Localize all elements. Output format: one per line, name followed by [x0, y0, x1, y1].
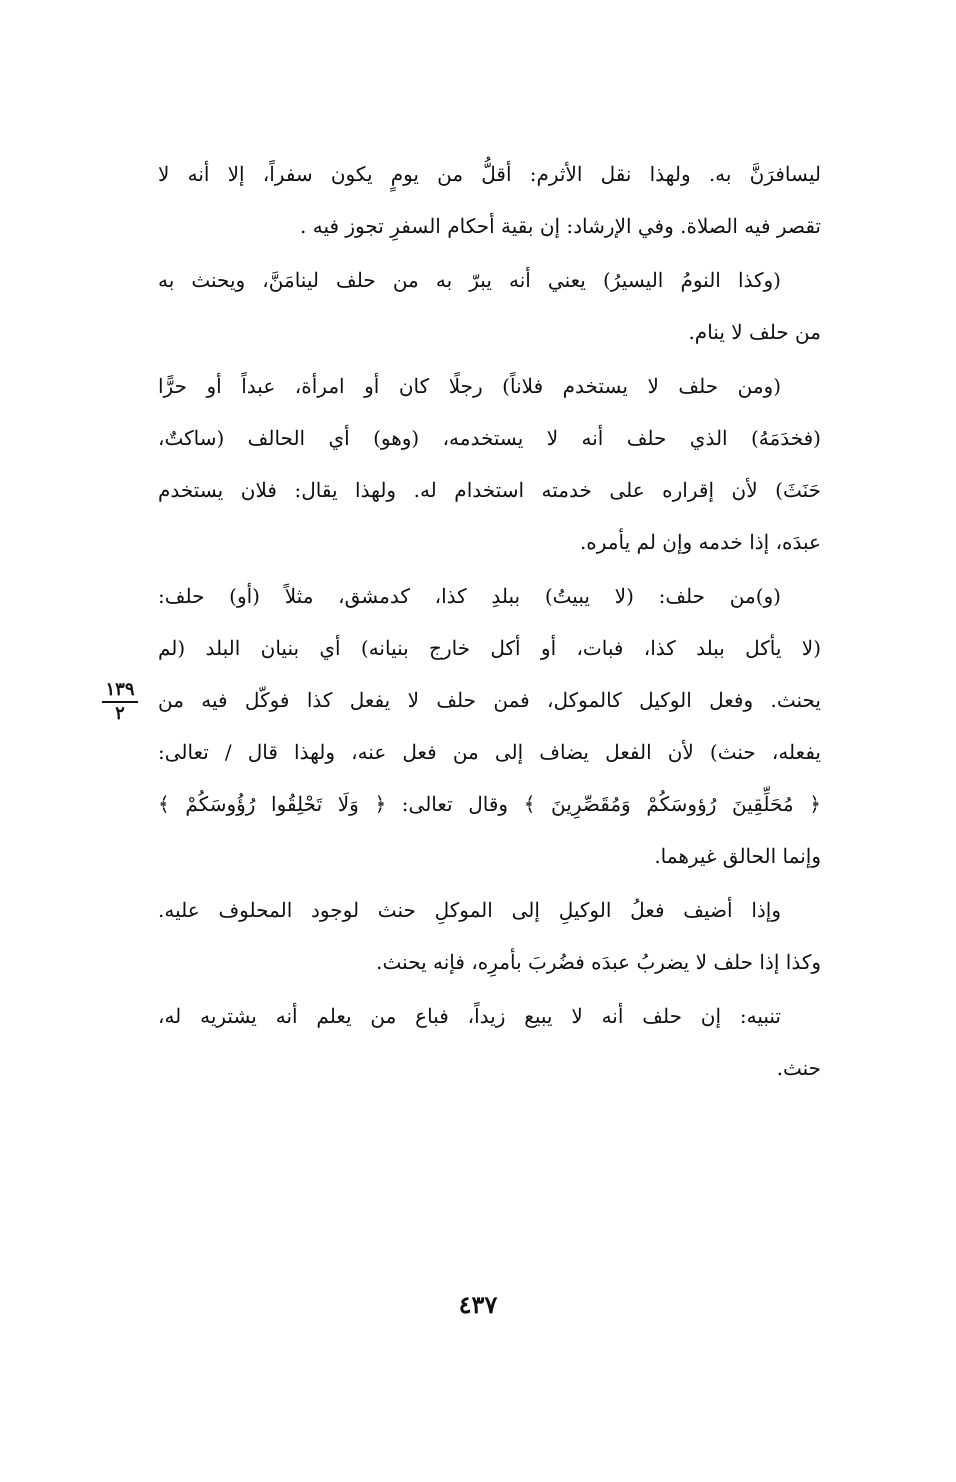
text-line: (وكذا النومُ اليسيرُ) يعني أنه يبرّ به من حلف لينامَنَّ، ويحنث به	[158, 268, 781, 292]
text-line: (فخدَمَهُ) الذي حلف أنه لا يستخدمه، (وهو) أي الحالف (ساكتٌ،	[158, 426, 821, 450]
folio-side: ٢	[115, 703, 125, 724]
text-line: وإنما الحالق غيرهما.	[654, 844, 821, 868]
folio-number: ١٣٩	[102, 680, 138, 703]
quran-verse-line: ﴿ مُحَلِّقِينَ رُؤوسَكُمْ وَمُقَصِّرِينَ ﴾ وقال تعالى: ﴿ وَلَا تَحْلِقُوا رُؤُوسَكُمْ ﴾	[158, 792, 821, 816]
text-line: وإذا أضيف فعلُ الوكيلِ إلى الموكلِ حنث لوجود المحلوف عليه.	[158, 898, 781, 922]
manuscript-folio-marker	[98, 680, 142, 724]
paragraph-4	[158, 570, 821, 882]
paragraph-1	[158, 148, 821, 252]
text-line: يفعله، حنث) لأن الفعل يضاف إلى من فعل عنه، ولهذا قال / تعالى:	[158, 740, 821, 764]
text-line: عبدَه، إذا خدمه وإن لم يأمره.	[579, 530, 821, 554]
paragraph-6	[158, 990, 821, 1094]
text-line: من حلف لا ينام.	[688, 320, 821, 344]
text-line: وكذا إذا حلف لا يضربُ عبدَه فضُربَ بأمرِه، فإنه يحنث.	[376, 950, 821, 974]
text-line: (و)من حلف: (لا يبيتُ) ببلدِ كذا، كدمشق، مثلاً (أو) حلف:	[158, 584, 781, 608]
page-number: ٤٣٧	[458, 1290, 498, 1319]
paragraph-2	[158, 254, 821, 358]
main-text-block	[158, 148, 821, 1096]
text-line: يحنث. وفعل الوكيل كالموكل، فمن حلف لا يفعل كذا فوكّل فيه من	[158, 688, 821, 712]
paragraph-3	[158, 360, 821, 568]
paragraph-5	[158, 884, 821, 988]
text-line: ليسافرَنَّ به. ولهذا نقل الأثرم: أقلُّ من يومٍ يكون سفراً، إلا أنه لا	[158, 162, 821, 186]
text-line: (لا يأكل ببلد كذا، فبات، أو أكل خارج بنيانه) أي بنيان البلد (لم	[158, 636, 821, 660]
text-line: حَنَثَ) لأن إقراره على خدمته استخدام له. ولهذا يقال: فلان يستخدم	[158, 478, 821, 502]
text-line: تقصر فيه الصلاة. وفي الإرشاد: إن بقية أحكام السفرِ تجوز فيه .	[300, 214, 821, 238]
text-line: (ومن حلف لا يستخدم فلاناً) رجلًا كان أو امرأة، عبداً أو حرًّا	[158, 374, 781, 398]
text-line: تنبيه: إن حلف أنه لا يبيع زيداً، فباع من يعلم أنه يشتريه له،	[158, 1004, 781, 1028]
text-line: حنث.	[776, 1056, 821, 1080]
